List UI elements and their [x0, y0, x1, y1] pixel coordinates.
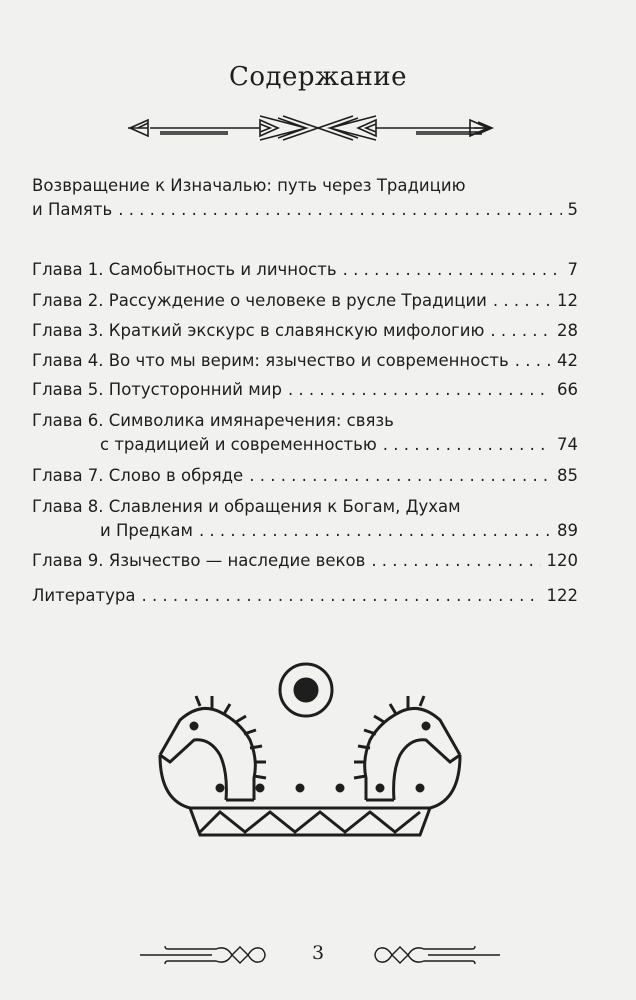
- toc-entry-literature[interactable]: [32, 584, 578, 608]
- dot-leader: [493, 289, 551, 313]
- toc-entry-title: Возвращение к Изначалью: путь через Традицию: [32, 176, 466, 195]
- dot-leader: [141, 584, 540, 608]
- page-title: Содержание: [228, 62, 408, 92]
- toc-entry-title: Глава 1. Самобытность и личность: [32, 260, 337, 279]
- toc-entry-chapter-4[interactable]: [32, 349, 578, 373]
- toc-entry-chapter-7[interactable]: [32, 464, 578, 488]
- toc-entry-chapter-3[interactable]: [32, 319, 578, 343]
- toc-entry-chapter-1[interactable]: [32, 258, 578, 282]
- page-number: 3: [311, 942, 325, 964]
- toc-entry-title: с традицией и современностью: [100, 435, 377, 454]
- horse-boat-illustration: [150, 660, 490, 840]
- toc-page-number: 7: [567, 260, 578, 279]
- toc-page-number: 120: [546, 551, 578, 570]
- toc-entry-intro-line1[interactable]: [32, 174, 578, 198]
- dot-leader: [199, 519, 551, 543]
- dot-leader: [515, 349, 551, 373]
- dot-leader: [343, 258, 562, 282]
- toc-entry-title: Глава 4. Во что мы верим: язычество и современность: [32, 351, 509, 370]
- toc-page-number: 89: [557, 521, 578, 540]
- toc-entry-title: Глава 6. Символика имянаречения: связь: [32, 411, 394, 430]
- dot-leader: [249, 464, 551, 488]
- dot-leader: [383, 433, 551, 457]
- toc-page-number: 85: [557, 466, 578, 485]
- toc-entry-chapter-5[interactable]: [32, 378, 578, 402]
- toc-entry-title: Глава 9. Язычество — наследие веков: [32, 551, 366, 570]
- toc-page-number: 74: [557, 435, 578, 454]
- toc-entry-intro[interactable]: [32, 198, 578, 222]
- toc-entry-title: и Предкам: [100, 521, 193, 540]
- toc-entry-chapter-6[interactable]: [32, 433, 578, 457]
- toc-entry-chapter-2[interactable]: [32, 289, 578, 313]
- dot-leader: [371, 549, 540, 573]
- dot-leader: [118, 198, 561, 222]
- toc-page-number: 28: [557, 321, 578, 340]
- toc-entry-chapter-8[interactable]: [32, 519, 578, 543]
- toc-entry-title: Литература: [32, 586, 136, 605]
- toc-entry-chapter-8-line1[interactable]: [32, 495, 578, 519]
- toc-entry-title: и Память: [32, 200, 113, 219]
- dot-leader: [288, 378, 551, 402]
- dot-leader: [490, 319, 551, 343]
- toc-entry-title: Глава 8. Славления и обращения к Богам, Духам: [32, 497, 461, 516]
- toc-entry-chapter-6-line1[interactable]: [32, 409, 578, 433]
- toc-entry-title: Глава 7. Слово в обряде: [32, 466, 244, 485]
- arrow-ornament: [128, 108, 508, 148]
- toc-entry-chapter-9[interactable]: [32, 549, 578, 573]
- toc-page-number: 66: [557, 380, 578, 399]
- toc-entry-title: Глава 5. Потусторонний мир: [32, 380, 282, 399]
- toc-entry-title: Глава 3. Краткий экскурс в славянскую мифологию: [32, 321, 485, 340]
- toc-page-number: 122: [546, 586, 578, 605]
- toc-entry-title: Глава 2. Рассуждение о человеке в русле Традиции: [32, 291, 487, 310]
- toc-page-number: 42: [557, 351, 578, 370]
- toc-page-number: 5: [567, 200, 578, 219]
- toc-page-number: 12: [557, 291, 578, 310]
